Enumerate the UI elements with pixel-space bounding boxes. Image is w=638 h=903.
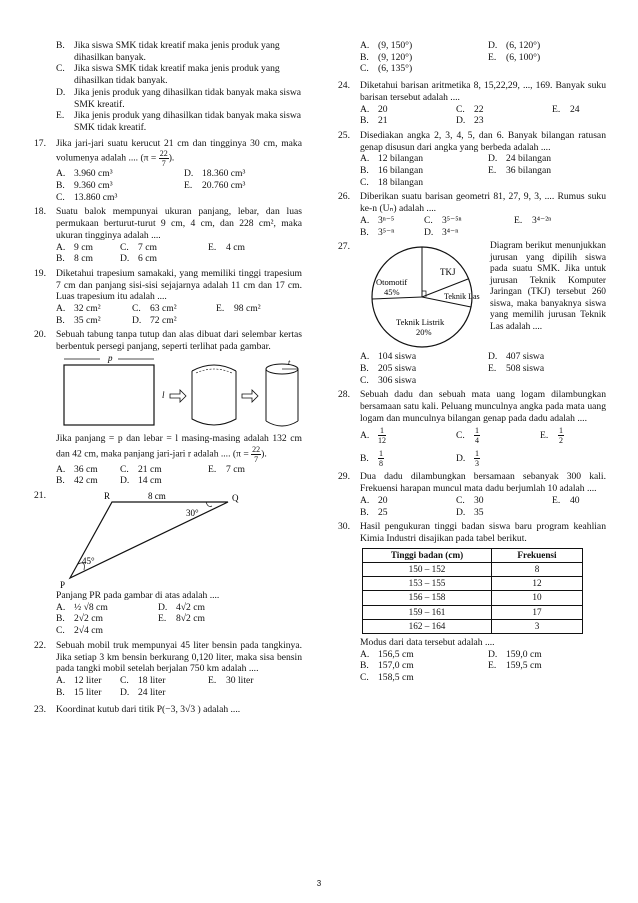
svg-text:R: R <box>104 490 111 501</box>
label-t: t <box>288 357 291 367</box>
q22-options: A. 12 liter C. 18 liter E. 30 liter B. 15 liter D. 24 liter <box>56 674 254 698</box>
question-25: 25. Disediakan angka 2, 3, 4, 5, dan 6. Banyak bilangan ratusan genap disusun dari angka yang berbeda adalah .... A. 12 bilangan D. 24 bilangan B. 16 bilangan E. 36 bilangan C. 18 bilangan <box>338 129 606 188</box>
svg-text:30°: 30° <box>186 507 199 518</box>
question-28: 28. Sebuah dadu dan sebuah mata uang logam dilambungkan bersamaan satu kali. Peluang munculnya angka pada mata uang logam dan munculnya bilangan genap pada dadu adalah .... A. $\frac{1}{12}$ C. $\frac{1}{4}$ E. $\frac{1}{2}$ B. $\frac{1}{8}$ D. $\frac{1}{3}$ <box>338 389 606 469</box>
q26-options: A. 3ⁿ⁻⁵ C. 3⁵⁻⁵ⁿ E. 3⁴⁻²ⁿ B. 3⁵⁻ⁿ D. 3⁴⁻ⁿ <box>360 214 552 238</box>
svg-text:45°: 45° <box>82 555 95 566</box>
slice-value-otomotif: 45% <box>384 287 400 298</box>
question-20: 20. Sebuah tabung tanpa tutup dan alas dibuat dari selembar kertas berbentuk persegi panjang, seperti terlihat pada gambar. p l t Jika panjang = p dan lebar = l masing-masing adalah 132 cm dan 42 cm, maka panjang jari-jari r adalah .... (π = $\frac{22}{7}$ ). A. 36 cm C. 21 cm E. 7 cm B. 42 cm D. 14 cm <box>34 329 302 487</box>
question-17: 17. Jika jari-jari suatu kerucut 21 cm dan tingginya 30 cm, maka volumenya adalah .... (π = $\frac{22}{7}$ ). A. 3.960 cm³ D. 18.360 cm³ B. 9.360 cm³ E. 20.760 cm³ C. 13.860 cm³ <box>34 137 302 203</box>
q27-options: A. 104 siswa D. 407 siswa B. 205 siswa E. 508 siswa C. 306 siswa <box>360 351 545 386</box>
q28-options: A. $\frac{1}{12}$ C. $\frac{1}{4}$ E. $\frac{1}{2}$ B. $\frac{1}{8}$ D. $\frac{1}{3}$ <box>360 426 563 469</box>
table-header: Tinggi badan (cm) <box>363 548 492 562</box>
q16-opt-e: E. Jika jenis produk yang dihasilkan tidak banyak maka siswa SMK tidak kreatif. <box>56 110 302 133</box>
q16-opt-d: D. Jika jenis produk yang dihasilkan tidak banyak maka siswa SMK kreatif. <box>56 86 302 110</box>
question-19: 19. Diketahui trapesium samakaki, yang memiliki tinggi trapesium 7 cm dan panjang sisi-sisi sejajarnya adalah 11 cm dan 17 cm. Luas trapesium itu adalah .... A. 32 cm² C. 63 cm² E. 98 cm² B. 35 cm² D. 72 cm² <box>34 267 302 326</box>
q21-options: A. ½ √8 cm D. 4√2 cm B. 2√2 cm E. 8√2 cm C. 2√4 cm <box>56 601 205 637</box>
question-29: 29. Dua dadu dilambungkan bersamaan sebanyak 300 kali. Frekuensi harapan muncul mata dadu berjumlah 10 adalah .... A. 20 C. 30 E. 40 B. 25 D. 35 <box>338 471 606 518</box>
label-p: p <box>108 352 113 363</box>
slice-value-listrik: 20% <box>416 327 432 338</box>
table-row: 150 – 152 8 <box>363 562 583 576</box>
q18-options: A. 9 cm C. 7 cm E. 4 cm B. 8 cm D. 6 cm <box>56 241 245 265</box>
pie-chart <box>360 241 490 351</box>
question-18: 18. Suatu balok mempunyai ukuran panjang, lebar, dan luas permukaan berturut-turut 9 cm, 4 cm, dan 228 cm², maka ukuran tingginya adalah .... A. 9 cm C. 7 cm E. 4 cm B. 8 cm D. 6 cm <box>34 206 302 265</box>
height-frequency-table <box>362 548 583 634</box>
pi-fraction: $\frac{22}{7}$ <box>159 149 168 169</box>
q20-options: A. 36 cm C. 21 cm E. 7 cm B. 42 cm D. 14 cm <box>56 463 245 487</box>
svg-text:P: P <box>60 579 66 590</box>
slice-label-las: Teknik Las <box>444 292 480 302</box>
question-24: 24. Diketahui barisan aritmetika 8, 15,22,29, ..., 169. Banyak suku barisan tersebut adalah .... A. 20 C. 22 E. 24 B. 21 D. 23 <box>338 80 606 127</box>
question-27: 27. TKJ Otomotif 45% Teknik Las Teknik Listrik 20% Diagram berikut menunjukkan jurusan yang dipilih siswa pada suatu SMK. Jika untuk jurusan Teknik Komputer Jaringan (TKJ) tersebut 260 siswa, maka banyaknya siswa yang memilih jurusan Teknik Las adalah .... A. 104 siswa D. 407 siswa B. 205 siswa E. 508 siswa C. 306 siswa <box>338 241 606 386</box>
slice-label-tkj: TKJ <box>440 267 456 278</box>
arrow-icon-2 <box>242 390 258 402</box>
question-26: 26. Diberikan suatu barisan geometri 81, 27, 9, 3, .... Rumus suku ke-n (Uₙ) adalah .... A. 3ⁿ⁻⁵ C. 3⁵⁻⁵ⁿ E. 3⁴⁻²ⁿ B. 3⁵⁻ⁿ D. 3⁴⁻ⁿ <box>338 191 606 238</box>
table-row: 156 – 158 10 <box>363 591 583 605</box>
page-number: 3 <box>316 879 322 888</box>
question-21: 21. R 8 cm Q P 30° 45° Panjang PR pada gambar di atas adalah .... A. ½ √8 cm D. 4√2 cm B. 2√2 cm E. 8√2 cm C. 2√4 cm <box>34 490 302 637</box>
q16-opt-b: B. Jika siswa SMK tidak kreatif maka jenis produk yang dihasilkan banyak. <box>56 40 280 63</box>
rectangle-sheet <box>64 365 154 425</box>
bent-sheet <box>192 365 236 425</box>
q16-options <box>34 40 302 134</box>
question-22: 22. Sebuah mobil truk mempunyai 45 liter bensin pada tangkinya. Jika setiap 3 km bensin berkurang 0,120 liter, maka sisa bensin pada tangki mobil setelah berjalan 750 km adalah .... A. 12 liter C. 18 liter E. 30 liter B. 15 liter D. 24 liter <box>34 639 302 698</box>
triangle-figure <box>56 490 256 590</box>
svg-text:Q: Q <box>232 492 239 503</box>
slice-label-listrik: Teknik Listrik <box>396 317 445 328</box>
table-header: Frekuensi <box>492 548 583 562</box>
triangle-pqr <box>70 502 228 578</box>
q16-opt-c: C. Jika siswa SMK tidak kreatif maka jenis produk yang dihasilkan tidak banyak. <box>56 63 280 87</box>
q25-options: A. 12 bilangan D. 24 bilangan B. 16 bilangan E. 36 bilangan C. 18 bilangan <box>360 153 552 188</box>
q23-options: A. (9, 150°) D. (6, 120°) B. (9, 120°) E. (6, 100°) C. (6, 135°) <box>360 40 541 75</box>
pie-divider-2 <box>372 297 422 299</box>
table-row: 162 – 164 3 <box>363 619 583 633</box>
table-row: 153 – 155 12 <box>363 577 583 591</box>
label-l: l <box>162 389 165 400</box>
question-30: 30. Hasil pengukuran tinggi badan siswa baru program keahlian Kimia Industri disajikan pada tabel berikut. Tinggi badan (cm) Frekuensi 150 – 152 8 153 – 155 12 156 – 158 10 159 – 161 17 162 – 164 3 Modus dari data tersebut adalah .... A. 156,5 cm D. 159,0 cm B. 157,0 cm E. 159,5 cm C. 158,5 cm <box>338 521 606 684</box>
pi-fraction-2: $\frac{22}{7}$ <box>252 444 261 464</box>
cylinder-net-figure <box>56 353 302 433</box>
right-column <box>338 40 606 687</box>
left-column <box>34 40 302 719</box>
q29-options: A. 20 C. 30 E. 40 B. 25 D. 35 <box>360 494 580 518</box>
slice-label-otomotif: Otomotif <box>376 277 408 288</box>
q30-options: A. 156,5 cm D. 159,0 cm B. 157,0 cm E. 159,5 cm C. 158,5 cm <box>360 648 542 684</box>
question-23: 23. Koordinat kutub dari titik P(−3, 3√3 ) adalah .... <box>34 704 241 716</box>
q24-options: A. 20 C. 22 E. 24 B. 21 D. 23 <box>360 103 580 127</box>
q19-options: A. 32 cm² C. 63 cm² E. 98 cm² B. 35 cm² D. 72 cm² <box>56 303 261 326</box>
table-row: 159 – 161 17 <box>363 605 583 619</box>
q17-options: A. 3.960 cm³ D. 18.360 cm³ B. 9.360 cm³ E. 20.760 cm³ C. 13.860 cm³ <box>56 168 246 203</box>
arrow-icon <box>170 390 186 402</box>
svg-text:8 cm: 8 cm <box>148 490 166 501</box>
